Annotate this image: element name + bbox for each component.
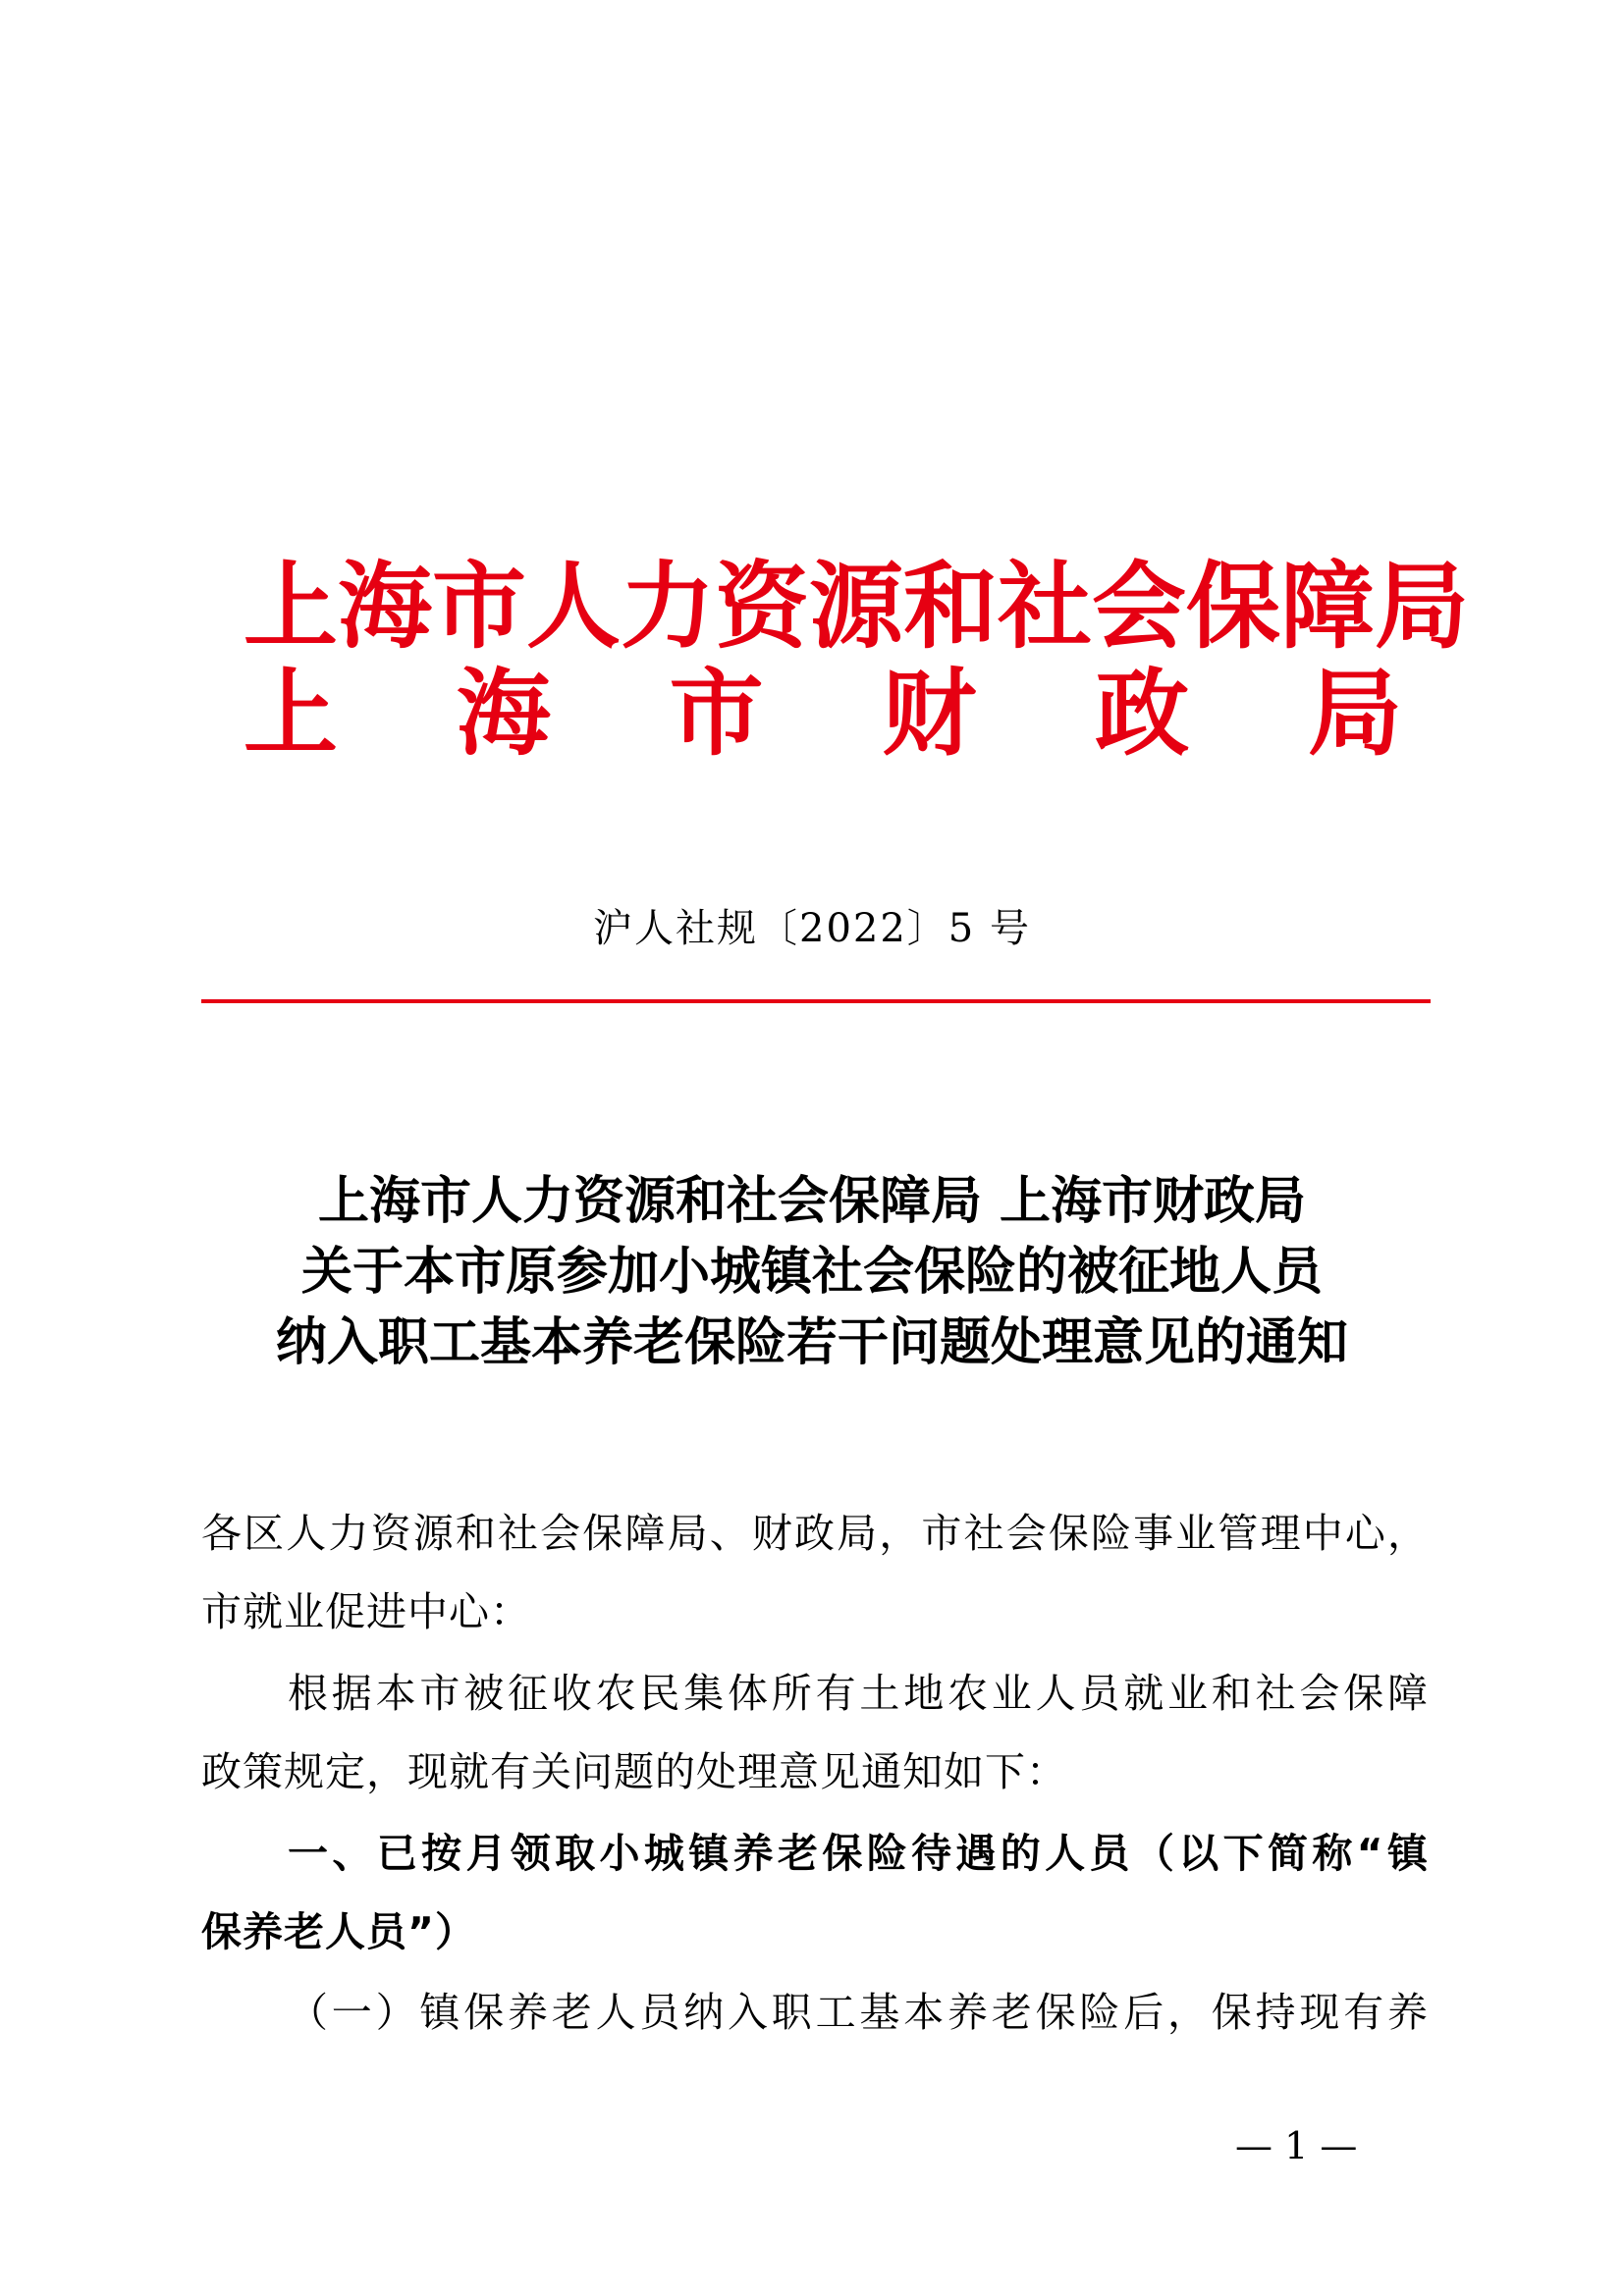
item-1-line-1: （一）镇保养老人员纳入职工基本养老保险后，保持现有养 [288,1989,1429,2036]
section-1-heading-line-2: 保养老人员”） [201,1908,476,1955]
document-number: 沪人社规〔2022〕5 号 [593,906,1031,951]
addressee-line-1: 各区人力资源和社会保障局、财政局，市社会保险事业管理中心， [201,1510,1429,1557]
intro-line-2: 政策规定，现就有关问题的处理意见通知如下： [201,1748,1067,1795]
intro-line-1: 根据本市被征收农民集体所有土地农业人员就业和社会保障 [288,1670,1429,1717]
addressee-line-2: 市就业促进中心： [201,1588,531,1635]
title-line-2: 关于本市原参加小城镇社会保险的被征地人员 [300,1242,1323,1302]
document-body [201,0,1469,2296]
title-line-3: 纳入职工基本养老保险若干问题处理意见的通知 [275,1312,1348,1372]
page-number: — 1 — [1235,2124,1358,2167]
section-1-heading-line-1: 一、已按月领取小城镇养老保险待遇的人员（以下简称“镇 [288,1830,1429,1877]
issuer-name-finance: 上 海 市 财 政 局 [244,658,1402,769]
title-line-1: 上海市人力资源和社会保障局 上海市财政局 [317,1171,1307,1231]
issuer-name-hrss: 上海市人力资源和社会保障局 [244,551,1469,662]
